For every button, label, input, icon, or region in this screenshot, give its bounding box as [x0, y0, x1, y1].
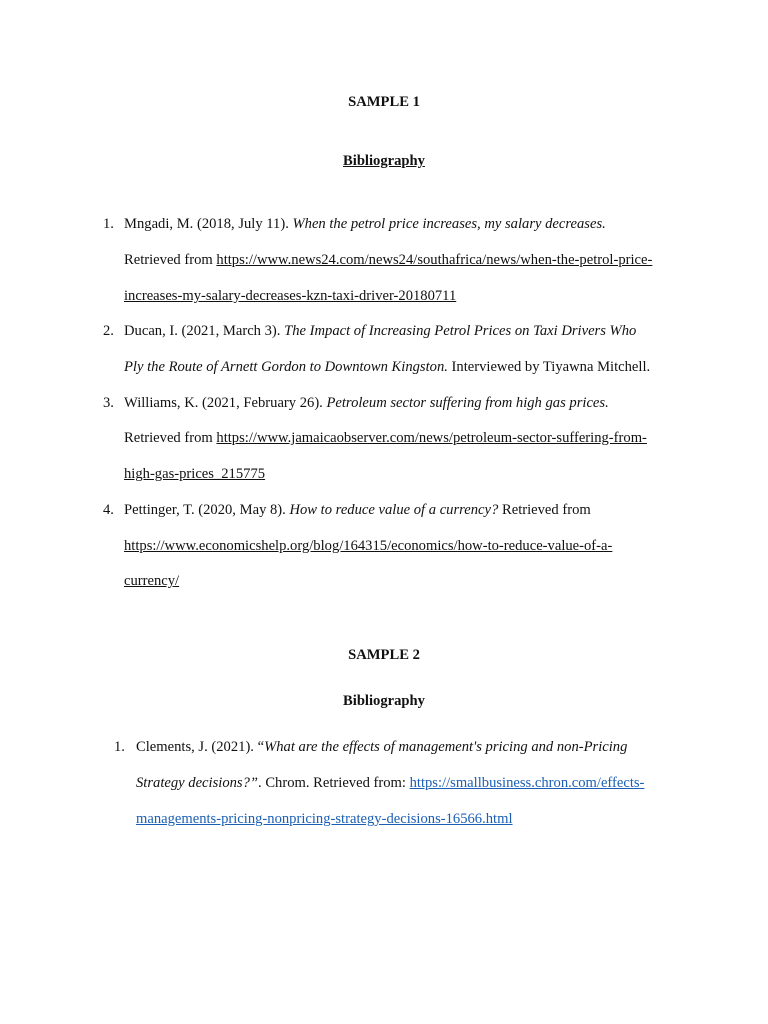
entry-line	[124, 572, 179, 590]
entry-number: 2.	[103, 323, 114, 339]
sample-1-bibliography-heading: Bibliography	[343, 153, 425, 169]
entry-line	[124, 465, 265, 483]
entry-author-date: Pettinger, T. (2020, May 8).	[124, 502, 290, 518]
entry-line	[124, 215, 606, 233]
entry-line	[136, 774, 644, 792]
entry-line	[124, 358, 650, 376]
entry-title: When the petrol price increases, my salary decreases.	[292, 216, 606, 232]
sample-1-title: SAMPLE 1	[348, 94, 420, 110]
entry-title: How to reduce value of a currency?	[289, 502, 499, 518]
entry-number: 1.	[114, 739, 125, 755]
entry-open-quote: “	[257, 739, 265, 755]
entry-url-link-continued[interactable]: currency/	[124, 573, 180, 589]
entry-line	[124, 394, 609, 412]
entry-author-date: Williams, K. (2021, February 26).	[124, 395, 327, 411]
entry-number: 4.	[103, 502, 114, 518]
entry-author-date: Ducan, I. (2021, March 3).	[124, 323, 285, 339]
sample-2-title: SAMPLE 2	[348, 647, 420, 663]
entry-url-link-continued[interactable]: increases-my-salary-decreases-kzn-taxi-driver-20180711	[124, 288, 457, 304]
entry-url-link[interactable]: https://www.jamaicaobserver.com/news/petroleum-sector-suffering-from-	[216, 430, 647, 446]
entry-retrieved-label: Retrieved from	[124, 430, 217, 446]
entry-number: 3.	[103, 395, 114, 411]
entry-publisher: . Chrom. Retrieved from:	[258, 775, 410, 791]
entry-url-link-continued[interactable]: high-gas-prices_215775	[124, 466, 266, 482]
entry-url-link[interactable]: https://www.news24.com/news24/southafrica/news/when-the-petrol-price-	[216, 252, 653, 268]
entry-line	[124, 429, 647, 447]
entry-line	[136, 810, 513, 828]
entry-url-link[interactable]: https://www.economicshelp.org/blog/164315/economics/how-to-reduce-value-of-a-	[124, 538, 613, 554]
entry-line	[124, 322, 636, 340]
entry-note: Interviewed by Tiyawna Mitchell.	[447, 359, 651, 375]
entry-title: Petroleum sector suffering from high gas prices.	[326, 395, 609, 411]
entry-title: The Impact of Increasing Petrol Prices on Taxi Drivers Who	[284, 323, 637, 339]
entry-line	[124, 501, 591, 519]
entry-line	[124, 287, 456, 305]
entry-title: What are the effects of management's pricing and non-Pricing	[264, 739, 628, 755]
entry-author-date: Mngadi, M. (2018, July 11).	[124, 216, 293, 232]
entry-title-continued: Strategy decisions?”	[136, 775, 259, 791]
sample-2-bibliography-heading: Bibliography	[343, 693, 425, 709]
entry-url-link[interactable]: https://smallbusiness.chron.com/effects-	[409, 775, 645, 791]
entry-url-link-continued[interactable]: managements-pricing-nonpricing-strategy-decisions-16566.html	[136, 811, 513, 827]
entry-title-continued: Ply the Route of Arnett Gordon to Downtown Kingston.	[124, 359, 448, 375]
entry-author-date: Clements, J. (2021).	[136, 739, 258, 755]
entry-line	[124, 251, 652, 269]
entry-line	[136, 738, 627, 756]
entry-line	[124, 537, 612, 555]
entry-number: 1.	[103, 216, 114, 232]
entry-retrieved-label: Retrieved from	[498, 502, 591, 518]
entry-retrieved-label: Retrieved from	[124, 252, 217, 268]
